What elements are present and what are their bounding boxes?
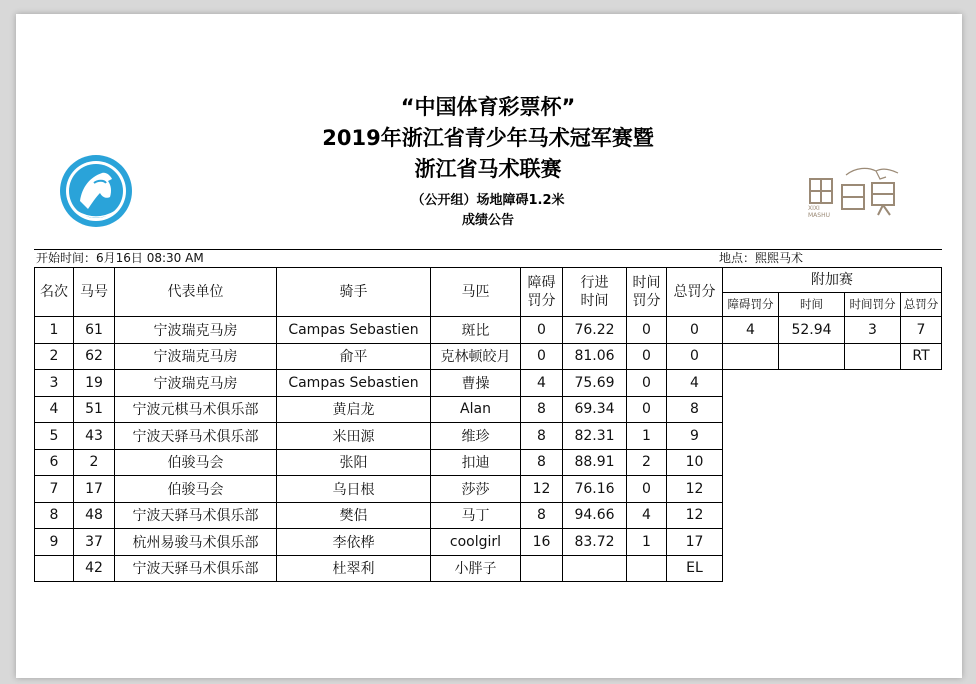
horse-cell: 小胖子: [431, 555, 521, 582]
rider-cell: 乌日根: [277, 476, 431, 503]
jo-total-cell: [901, 476, 942, 503]
rider-cell: 米田源: [277, 423, 431, 450]
club-cell: 宁波天驿马术俱乐部: [115, 555, 277, 582]
header-time-penalty: [627, 268, 667, 317]
time-penalty-cell: 1: [627, 529, 667, 556]
rank-cell: 2: [35, 343, 74, 370]
header-time: [563, 268, 627, 317]
rank-cell: 9: [35, 529, 74, 556]
jo-total-cell: [901, 370, 942, 397]
jo-time-penalty-cell: [845, 555, 901, 582]
total-cell: 0: [667, 343, 723, 370]
horse-no-cell: 51: [74, 396, 115, 423]
time-cell: 76.16: [563, 476, 627, 503]
time-penalty-cell: 4: [627, 502, 667, 529]
start-time: 开始时间：6月16日 08:30 AM: [36, 251, 204, 265]
horse-no-cell: 17: [74, 476, 115, 503]
obstacle-penalty-cell: 12: [521, 476, 563, 503]
header-jo-time: 时间: [779, 292, 845, 317]
title-line-3: 浙江省马术联赛: [414, 157, 562, 181]
time-cell: 82.31: [563, 423, 627, 450]
horse-no-cell: 48: [74, 502, 115, 529]
header-total: 总罚分: [667, 268, 723, 317]
club-cell: 杭州易骏马术俱乐部: [115, 529, 277, 556]
total-cell: 0: [667, 317, 723, 344]
rider-cell: Campas Sebastien: [277, 317, 431, 344]
header-time-penalty-l1: 时间: [632, 275, 661, 291]
table-row: [35, 343, 942, 370]
horse-cell: 斑比: [431, 317, 521, 344]
horse-cell: 克林顿皎月: [431, 343, 521, 370]
obstacle-penalty-cell: 16: [521, 529, 563, 556]
jo-time-cell: [779, 555, 845, 582]
club-cell: 宁波天驿马术俱乐部: [115, 423, 277, 450]
horse-cell: coolgirl: [431, 529, 521, 556]
club-cell: 宁波瑞克马房: [115, 370, 277, 397]
rank-cell: 8: [35, 502, 74, 529]
jo-time-penalty-cell: [845, 502, 901, 529]
time-penalty-cell: 0: [627, 476, 667, 503]
table-header-row: [35, 268, 942, 293]
jo-time-cell: [779, 423, 845, 450]
title-line-1: “中国体育彩票杯”: [400, 95, 576, 119]
time-penalty-cell: 2: [627, 449, 667, 476]
jo-total-cell: [901, 502, 942, 529]
header-time-l2: 时间: [580, 293, 609, 309]
rider-cell: 杜翠利: [277, 555, 431, 582]
jo-time-penalty-cell: [845, 343, 901, 370]
horse-cell: 曹操: [431, 370, 521, 397]
horse-no-cell: 42: [74, 555, 115, 582]
jo-time-cell: [779, 502, 845, 529]
header-horse-no: 马号: [74, 268, 115, 317]
obstacle-penalty-cell: 8: [521, 396, 563, 423]
rank-cell: 7: [35, 476, 74, 503]
results-table: [34, 267, 942, 582]
jo-time-cell: [779, 476, 845, 503]
time-penalty-cell: 0: [627, 343, 667, 370]
club-cell: 伯骏马会: [115, 449, 277, 476]
obstacle-penalty-cell: 8: [521, 502, 563, 529]
time-cell: 75.69: [563, 370, 627, 397]
obstacle-penalty-cell: 8: [521, 423, 563, 450]
time-cell: 81.06: [563, 343, 627, 370]
horse-cell: 维珍: [431, 423, 521, 450]
rider-cell: 李依桦: [277, 529, 431, 556]
title-subtitle: （公开组）场地障碍1.2米: [411, 193, 565, 208]
header-time-l1: 行进: [580, 275, 609, 291]
header-jo-time-penalty: 时间罚分: [845, 292, 901, 317]
obstacle-penalty-cell: 8: [521, 449, 563, 476]
horse-no-cell: 37: [74, 529, 115, 556]
jo-total-cell: [901, 555, 942, 582]
jo-obstacle-cell: 4: [723, 317, 779, 344]
jo-time-cell: 52.94: [779, 317, 845, 344]
header-horse: 马匹: [431, 268, 521, 317]
rank-cell: 5: [35, 423, 74, 450]
table-row: [35, 396, 942, 423]
horse-no-cell: 61: [74, 317, 115, 344]
table-row: [35, 476, 942, 503]
jo-time-penalty-cell: [845, 529, 901, 556]
horse-cell: 莎莎: [431, 476, 521, 503]
rider-cell: 黄启龙: [277, 396, 431, 423]
total-cell: 8: [667, 396, 723, 423]
header-jumpoff: 附加赛: [723, 268, 942, 293]
header-rider: 骑手: [277, 268, 431, 317]
jo-time-cell: [779, 529, 845, 556]
time-penalty-cell: [627, 555, 667, 582]
total-cell: 10: [667, 449, 723, 476]
header-obstacle-penalty: [521, 268, 563, 317]
jo-time-penalty-cell: [845, 396, 901, 423]
rider-cell: 张阳: [277, 449, 431, 476]
time-penalty-cell: 0: [627, 396, 667, 423]
results-body: [35, 317, 942, 582]
obstacle-penalty-cell: 0: [521, 317, 563, 344]
jo-obstacle-cell: [723, 343, 779, 370]
time-cell: 76.22: [563, 317, 627, 344]
jo-total-cell: [901, 396, 942, 423]
rank-cell: 6: [35, 449, 74, 476]
table-row: [35, 502, 942, 529]
logo-text-en2: MASHU: [808, 212, 830, 219]
obstacle-penalty-cell: 4: [521, 370, 563, 397]
club-cell: 宁波瑞克马房: [115, 317, 277, 344]
total-cell: 12: [667, 502, 723, 529]
time-cell: 83.72: [563, 529, 627, 556]
club-cell: 宁波元棋马术俱乐部: [115, 396, 277, 423]
table-row: [35, 423, 942, 450]
horse-no-cell: 19: [74, 370, 115, 397]
rider-cell: 樊侣: [277, 502, 431, 529]
jo-obstacle-cell: [723, 423, 779, 450]
header-obstacle-penalty-l1: 障碍: [527, 275, 556, 291]
club-cell: 伯骏马会: [115, 476, 277, 503]
jo-time-penalty-cell: [845, 476, 901, 503]
club-cell: 宁波瑞克马房: [115, 343, 277, 370]
jo-total-cell: [901, 449, 942, 476]
total-cell: 17: [667, 529, 723, 556]
jo-time-penalty-cell: [845, 423, 901, 450]
header-jo-total: 总罚分: [901, 292, 942, 317]
total-cell: 12: [667, 476, 723, 503]
header-time-penalty-l2: 罚分: [632, 293, 661, 309]
obstacle-penalty-cell: [521, 555, 563, 582]
header-jo-obstacle: 障碍罚分: [723, 292, 779, 317]
title-block: [0, 92, 976, 231]
jo-obstacle-cell: [723, 502, 779, 529]
header-obstacle-penalty-l2: 罚分: [527, 293, 556, 309]
time-cell: 69.34: [563, 396, 627, 423]
time-penalty-cell: 0: [627, 317, 667, 344]
time-penalty-cell: 1: [627, 423, 667, 450]
obstacle-penalty-cell: 0: [521, 343, 563, 370]
horse-no-cell: 2: [74, 449, 115, 476]
jo-time-cell: [779, 370, 845, 397]
jo-time-penalty-cell: [845, 370, 901, 397]
horse-cell: 扣迪: [431, 449, 521, 476]
title-results-notice: 成绩公告: [461, 213, 514, 228]
jo-time-penalty-cell: [845, 449, 901, 476]
total-cell: 9: [667, 423, 723, 450]
rank-cell: 3: [35, 370, 74, 397]
title-line-2: 2019年浙江省青少年马术冠军赛暨: [322, 126, 654, 150]
table-row: [35, 555, 942, 582]
rider-cell: 俞平: [277, 343, 431, 370]
jo-total-cell: [901, 423, 942, 450]
table-row: [35, 317, 942, 344]
jo-obstacle-cell: [723, 370, 779, 397]
header-club: 代表单位: [115, 268, 277, 317]
time-cell: [563, 555, 627, 582]
location: 地点：熙熙马术: [719, 251, 804, 265]
jo-total-cell: RT: [901, 343, 942, 370]
jo-obstacle-cell: [723, 396, 779, 423]
rank-cell: [35, 555, 74, 582]
logo-text-en1: XIXI: [808, 205, 820, 212]
event-meta-line: [34, 249, 942, 268]
horse-no-cell: 62: [74, 343, 115, 370]
jo-time-cell: [779, 449, 845, 476]
jo-obstacle-cell: [723, 555, 779, 582]
rank-cell: 4: [35, 396, 74, 423]
jo-obstacle-cell: [723, 529, 779, 556]
table-row: [35, 449, 942, 476]
horse-cell: Alan: [431, 396, 521, 423]
jo-time-penalty-cell: 3: [845, 317, 901, 344]
table-row: [35, 370, 942, 397]
jo-obstacle-cell: [723, 449, 779, 476]
horse-no-cell: 43: [74, 423, 115, 450]
jo-obstacle-cell: [723, 476, 779, 503]
time-penalty-cell: 0: [627, 370, 667, 397]
jo-time-cell: [779, 343, 845, 370]
total-cell: EL: [667, 555, 723, 582]
rank-cell: 1: [35, 317, 74, 344]
table-row: [35, 529, 942, 556]
rider-cell: Campas Sebastien: [277, 370, 431, 397]
jo-time-cell: [779, 396, 845, 423]
club-cell: 宁波天驿马术俱乐部: [115, 502, 277, 529]
total-cell: 4: [667, 370, 723, 397]
time-cell: 94.66: [563, 502, 627, 529]
horse-cell: 马丁: [431, 502, 521, 529]
header-rank: 名次: [35, 268, 74, 317]
time-cell: 88.91: [563, 449, 627, 476]
jo-total-cell: 7: [901, 317, 942, 344]
jo-total-cell: [901, 529, 942, 556]
